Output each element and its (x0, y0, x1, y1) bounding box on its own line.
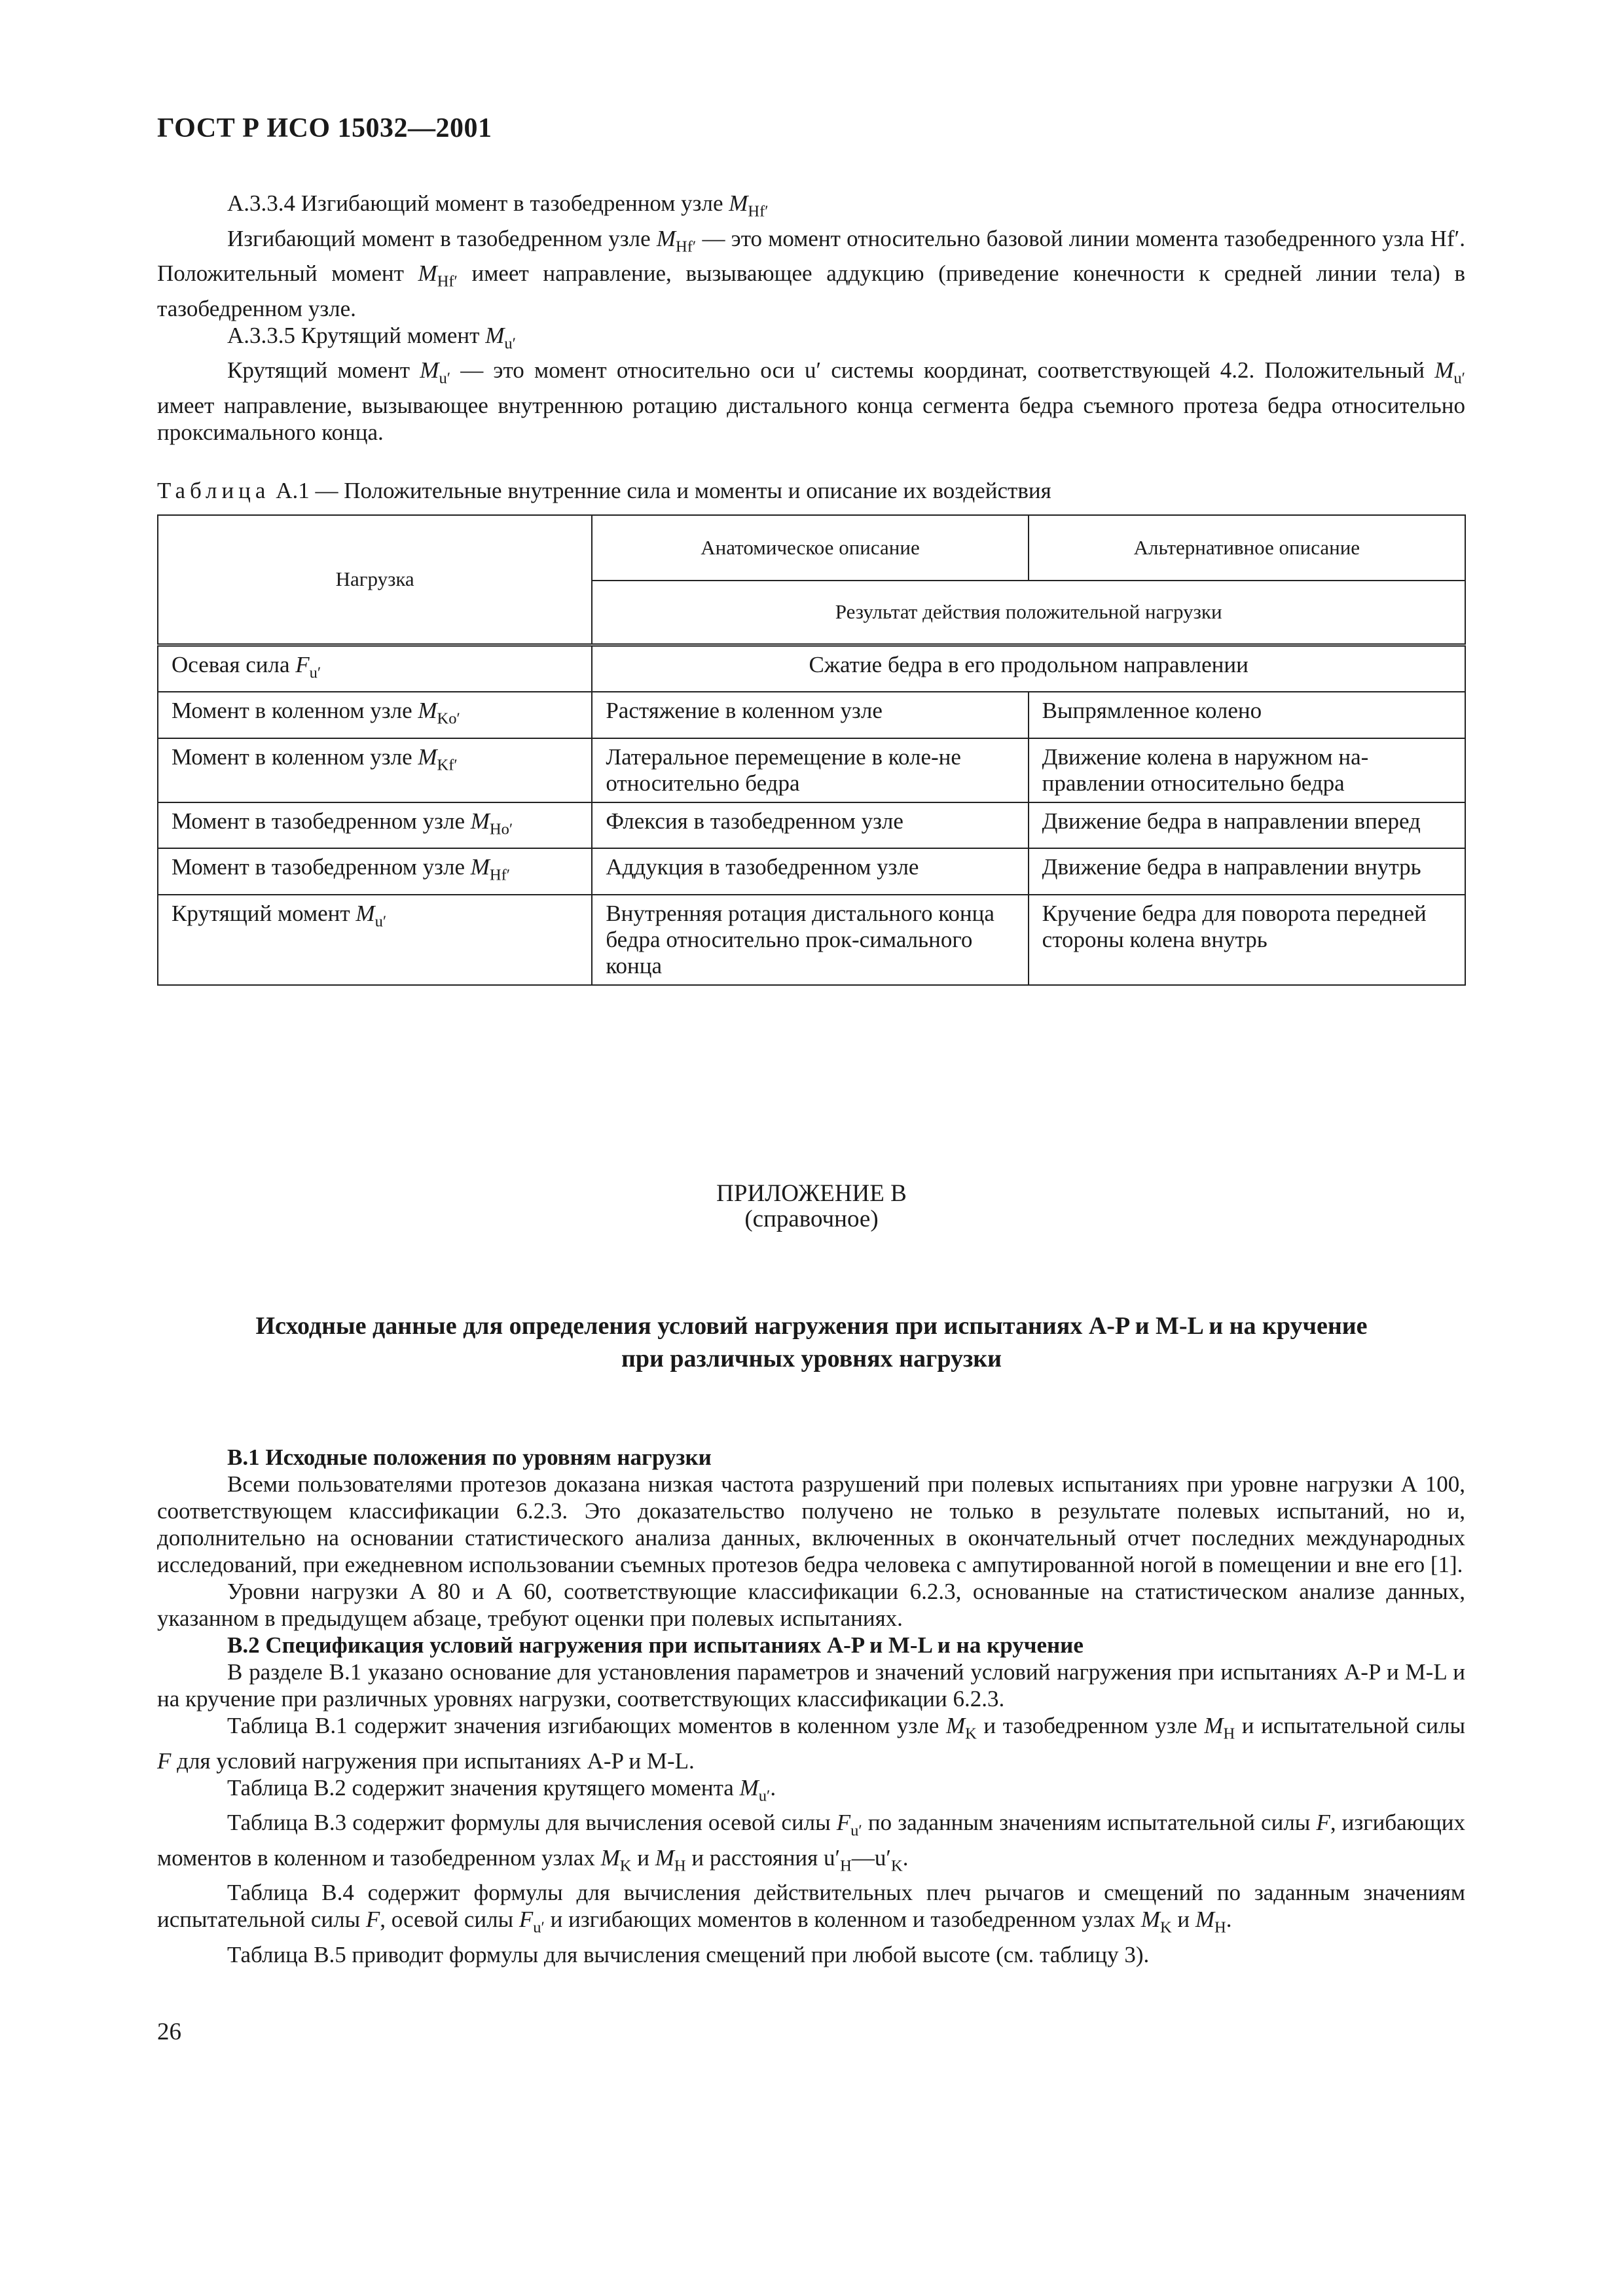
b2-paragraph-5: Таблица В.4 содержит формулы для вычисления действительных плеч рычагов и смещений по заданным значениям испытательной силы F, осевой силы $F_{u'}$ и изгибающих моментов в коленном и тазобедренном узлах $M_K$ и $M_H$. (157, 1880, 1465, 1937)
header-anatomical: Анатомическое описание (592, 515, 1028, 581)
cell-load: Момент в коленном узле $M_{Ko'}$ (158, 692, 592, 738)
b1-paragraph-1: Всеми пользователями протезов доказана низкая частота разрушений при полевых испытаниях при уровне нагрузки А 100, соответствующем классификации 6.2.3. Это доказательство получено не только в результате полевых испытаний, но и, дополнительно на основании статистического анализа данных, включенных в окончательный отчет последних международных исследований, при ежедневном использовании съемных протезов бедра человека с ампутированной ногой в помещении и вне его [1]. (157, 1471, 1465, 1577)
cell-anatomical: Флексия в тазобедренном узле (592, 802, 1028, 849)
table-row (158, 738, 1465, 802)
appendix-title-line1: Исходные данные для определения условий нагружения при испытаниях A-P и M-L и на кручение (255, 1312, 1368, 1340)
section-a-text (157, 190, 1465, 446)
document-header: ГОСТ Р ИСО 15032—2001 (157, 113, 492, 143)
b2-paragraph-6: Таблица В.5 приводит формулы для вычисления смещений при любой высоте (см. таблицу 3). (227, 1941, 1150, 1967)
cell-anatomical: Латеральное перемещение в коле-не относительно бедра (592, 738, 1028, 802)
appendix-title (157, 1310, 1466, 1375)
table-caption: Таблица А.1 — Положительные внутренние сила и моменты и описание их воздействия (157, 478, 1051, 503)
page-number: 26 (157, 2018, 181, 2045)
b2-heading: В.2 Спецификация условий нагружения при испытаниях A-P и M-L и на кручение (227, 1632, 1084, 1658)
b1-paragraph-2: Уровни нагрузки А 80 и А 60, соответствующие классификации 6.2.3, основанные на статистическом анализе данных, указанном в предыдущем абзаце, требуют оценки при полевых испытаниях. (157, 1579, 1465, 1631)
cell-load: Момент в тазобедренном узле $M_{Hf'}$ (158, 848, 592, 895)
table-row (158, 895, 1465, 985)
b2-paragraph-1: В разделе В.1 указано основание для установления параметров и значений условий нагружения при испытаниях A-P и M-L и на кручение при различных уровнях нагрузки, соответствующих классификации 6.2.3. (157, 1659, 1465, 1712)
cell-alternative: Выпрямленное колено (1029, 692, 1465, 738)
cell-load: Момент в коленном узле $M_{Kf'}$ (158, 738, 592, 802)
cell-alternative: Кручение бедра для поворота передней стороны колена внутрь (1029, 895, 1465, 985)
b2-paragraph-3: Таблица В.2 содержит значения крутящего момента $M_{u'}$. (227, 1774, 776, 1805)
table-a1 (157, 514, 1466, 986)
table-row (158, 692, 1465, 738)
cell-merged-description: Сжатие бедра в его продольном направлении (592, 645, 1465, 692)
cell-alternative: Движение бедра в направлении вперед (1029, 802, 1465, 849)
header-result: Результат действия положительной нагрузки (592, 581, 1465, 645)
appendix-label: ПРИЛОЖЕНИЕ В (716, 1180, 907, 1207)
paragraph-a335-body: Крутящий момент $M_{u'}$ — это момент относительно оси u′ системы координат, соответствующей 4.2. Положительный $M_{u'}$ имеет направление, вызывающее внутреннюю ротацию дистального конца сегмента бедра съемного протеза бедра относительно проксимального конца. (157, 357, 1465, 445)
cell-load: Крутящий момент $M_{u'}$ (158, 895, 592, 985)
appendix-title-line2: при различных уровнях нагрузки (621, 1345, 1002, 1372)
cell-alternative: Движение бедра в направлении внутрь (1029, 848, 1465, 895)
cell-load: Осевая сила $F_{u'}$ (158, 645, 592, 692)
cell-alternative: Движение колена в наружном на-правлении относительно бедра (1029, 738, 1465, 802)
b2-paragraph-2: Таблица В.1 содержит значения изгибающих моментов в коленном узле $M_K$ и тазобедренном узле $M_H$ и испытательной силы F для условий нагружения при испытаниях A-P и M-L. (157, 1713, 1465, 1774)
cell-anatomical: Растяжение в коленном узле (592, 692, 1028, 738)
paragraph-a335-heading: A.3.3.5 Крутящий момент $M_{u'}$ (227, 322, 516, 353)
header-alternative: Альтернативное описание (1029, 515, 1465, 581)
b1-heading: В.1 Исходные положения по уровням нагрузки (227, 1444, 712, 1470)
paragraph-a334-body: Изгибающий момент в тазобедренном узле $M_{Hf'}$ — это момент относительно базовой линии момента тазобедренного узла Hf′. Положительный момент $M_{Hf'}$ имеет направление, вызывающее аддукцию (приведение конечности к средней линии тела) в тазобедренном узле. (157, 225, 1465, 321)
paragraph-a334-heading: A.3.3.4 Изгибающий момент в тазобедренном узле $M_{Hf'}$ (227, 190, 769, 221)
header-load: Нагрузка (158, 515, 592, 645)
cell-anatomical: Внутренняя ротация дистального конца бедра относительно прок-симального конца (592, 895, 1028, 985)
b2-paragraph-4: Таблица В.3 содержит формулы для вычисления осевой силы $F_{u'}$ по заданным значениям испытательной силы F, изгибающих моментов в коленном и тазобедренном узлах $M_K$ и $M_H$ и расстояния $u'_H—u'_K$. (157, 1810, 1465, 1875)
appendix-type: (справочное) (744, 1206, 879, 1232)
table-row (158, 645, 1465, 692)
cell-anatomical: Аддукция в тазобедренном узле (592, 848, 1028, 895)
table-row (158, 802, 1465, 849)
table-row (158, 848, 1465, 895)
section-b-text (157, 1444, 1465, 1968)
cell-load: Момент в тазобедренном узле $M_{Ho'}$ (158, 802, 592, 849)
